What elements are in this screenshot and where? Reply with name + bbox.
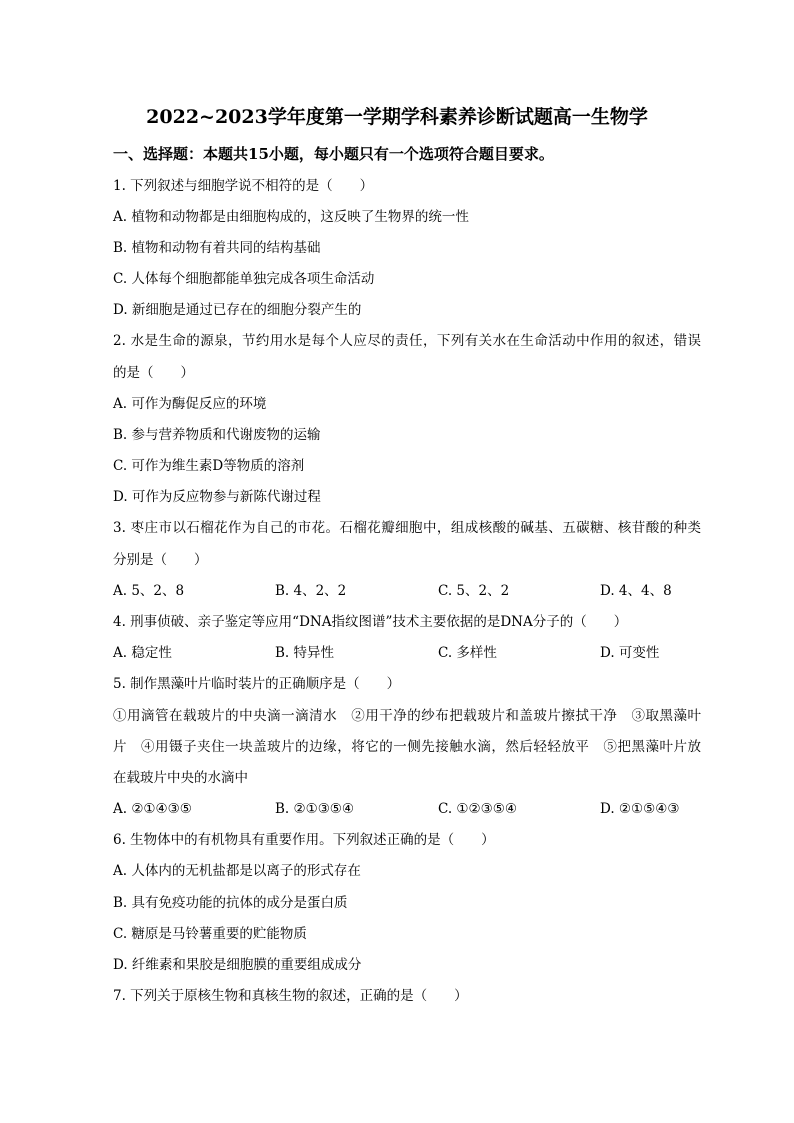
question-4-stem: 4. 刑事侦破、亲子鉴定等应用“DNA指纹图谱”技术主要依据的是DNA分子的（ ） (113, 614, 628, 630)
question-3-option-d: D. 4、4、8 (600, 583, 672, 599)
question-3-stem-line-2: 分别是（ ） (113, 552, 208, 568)
question-3-stem-line-1: 3. 枣庄市以石榴花作为自己的市花。石榴花瓣细胞中，组成核酸的碱基、五碳糖、核苷酸的种类 (113, 520, 701, 536)
question-5-body-line-1: ①用滴管在载玻片的中央滴一滴清水 ②用干净的纱布把载玻片和盖玻片擦拭干净 ③取黑藻叶 (113, 708, 701, 724)
question-4-option-a: A. 稳定性 (113, 645, 172, 661)
question-2-option-d: D. 可作为反应物参与新陈代谢过程 (113, 489, 321, 505)
question-4-option-d: D. 可变性 (600, 645, 660, 661)
question-4-option-c: C. 多样性 (438, 645, 497, 661)
question-6-option-d: D. 纤维素和果胶是细胞膜的重要组成成分 (113, 957, 362, 973)
question-4-option-b: B. 特异性 (275, 645, 335, 661)
section-heading: 一、选择题：本题共15小题，每小题只有一个选项符合题目要求。 (113, 145, 554, 163)
question-2-option-b: B. 参与营养物质和代谢废物的运输 (113, 427, 321, 443)
question-5-body-line-2: 片 ④用镊子夹住一块盖玻片的边缘，将它的一侧先接触水滴，然后轻轻放平 ⑤把黑藻叶片放 (113, 739, 701, 755)
question-1-option-b: B. 植物和动物有着共同的结构基础 (113, 240, 321, 256)
question-1-option-a: A. 植物和动物都是由细胞构成的，这反映了生物界的统一性 (113, 209, 469, 225)
question-6-option-c: C. 糖原是马铃薯重要的贮能物质 (113, 926, 307, 942)
question-5-option-c: C. ①②③⑤④ (438, 801, 517, 817)
question-2-option-a: A. 可作为酶促反应的环境 (113, 396, 267, 412)
question-5-option-d: D. ②①⑤④③ (600, 801, 680, 817)
question-1-stem: 1. 下列叙述与细胞学说不相符的是（ ） (113, 178, 374, 194)
question-5-stem: 5. 制作黑藻叶片临时装片的正确顺序是（ ） (113, 676, 401, 692)
question-1-option-d: D. 新细胞是通过已存在的细胞分裂产生的 (113, 302, 362, 318)
page-title: 2022~2023学年度第一学期学科素养诊断试题高一生物学 (146, 106, 648, 128)
question-3-option-b: B. 4、2、2 (275, 583, 347, 599)
question-2-stem-line-1: 2. 水是生命的源泉，节约用水是每个人应尽的责任，下列有关水在生命活动中作用的叙述，错误 (113, 333, 701, 349)
question-2-stem-line-2: 的是（ ） (113, 365, 194, 381)
question-1-option-c: C. 人体每个细胞都能单独完成各项生命活动 (113, 271, 375, 287)
question-5-body-line-3: 在载玻片中央的水滴中 (113, 770, 248, 786)
question-3-option-a: A. 5、2、8 (113, 583, 185, 599)
question-3-option-c: C. 5、2、2 (438, 583, 510, 599)
question-6-option-b: B. 具有免疫功能的抗体的成分是蛋白质 (113, 895, 348, 911)
question-6-option-a: A. 人体内的无机盐都是以离子的形式存在 (113, 863, 361, 879)
question-5-option-a: A. ②①④③⑤ (113, 801, 192, 817)
question-7-stem: 7. 下列关于原核生物和真核生物的叙述，正确的是（ ） (113, 988, 468, 1004)
question-5-option-b: B. ②①③⑤④ (275, 801, 355, 817)
question-6-stem: 6. 生物体中的有机物具有重要作用。下列叙述正确的是（ ） (113, 832, 495, 848)
question-2-option-c: C. 可作为维生素D等物质的溶剂 (113, 458, 305, 474)
